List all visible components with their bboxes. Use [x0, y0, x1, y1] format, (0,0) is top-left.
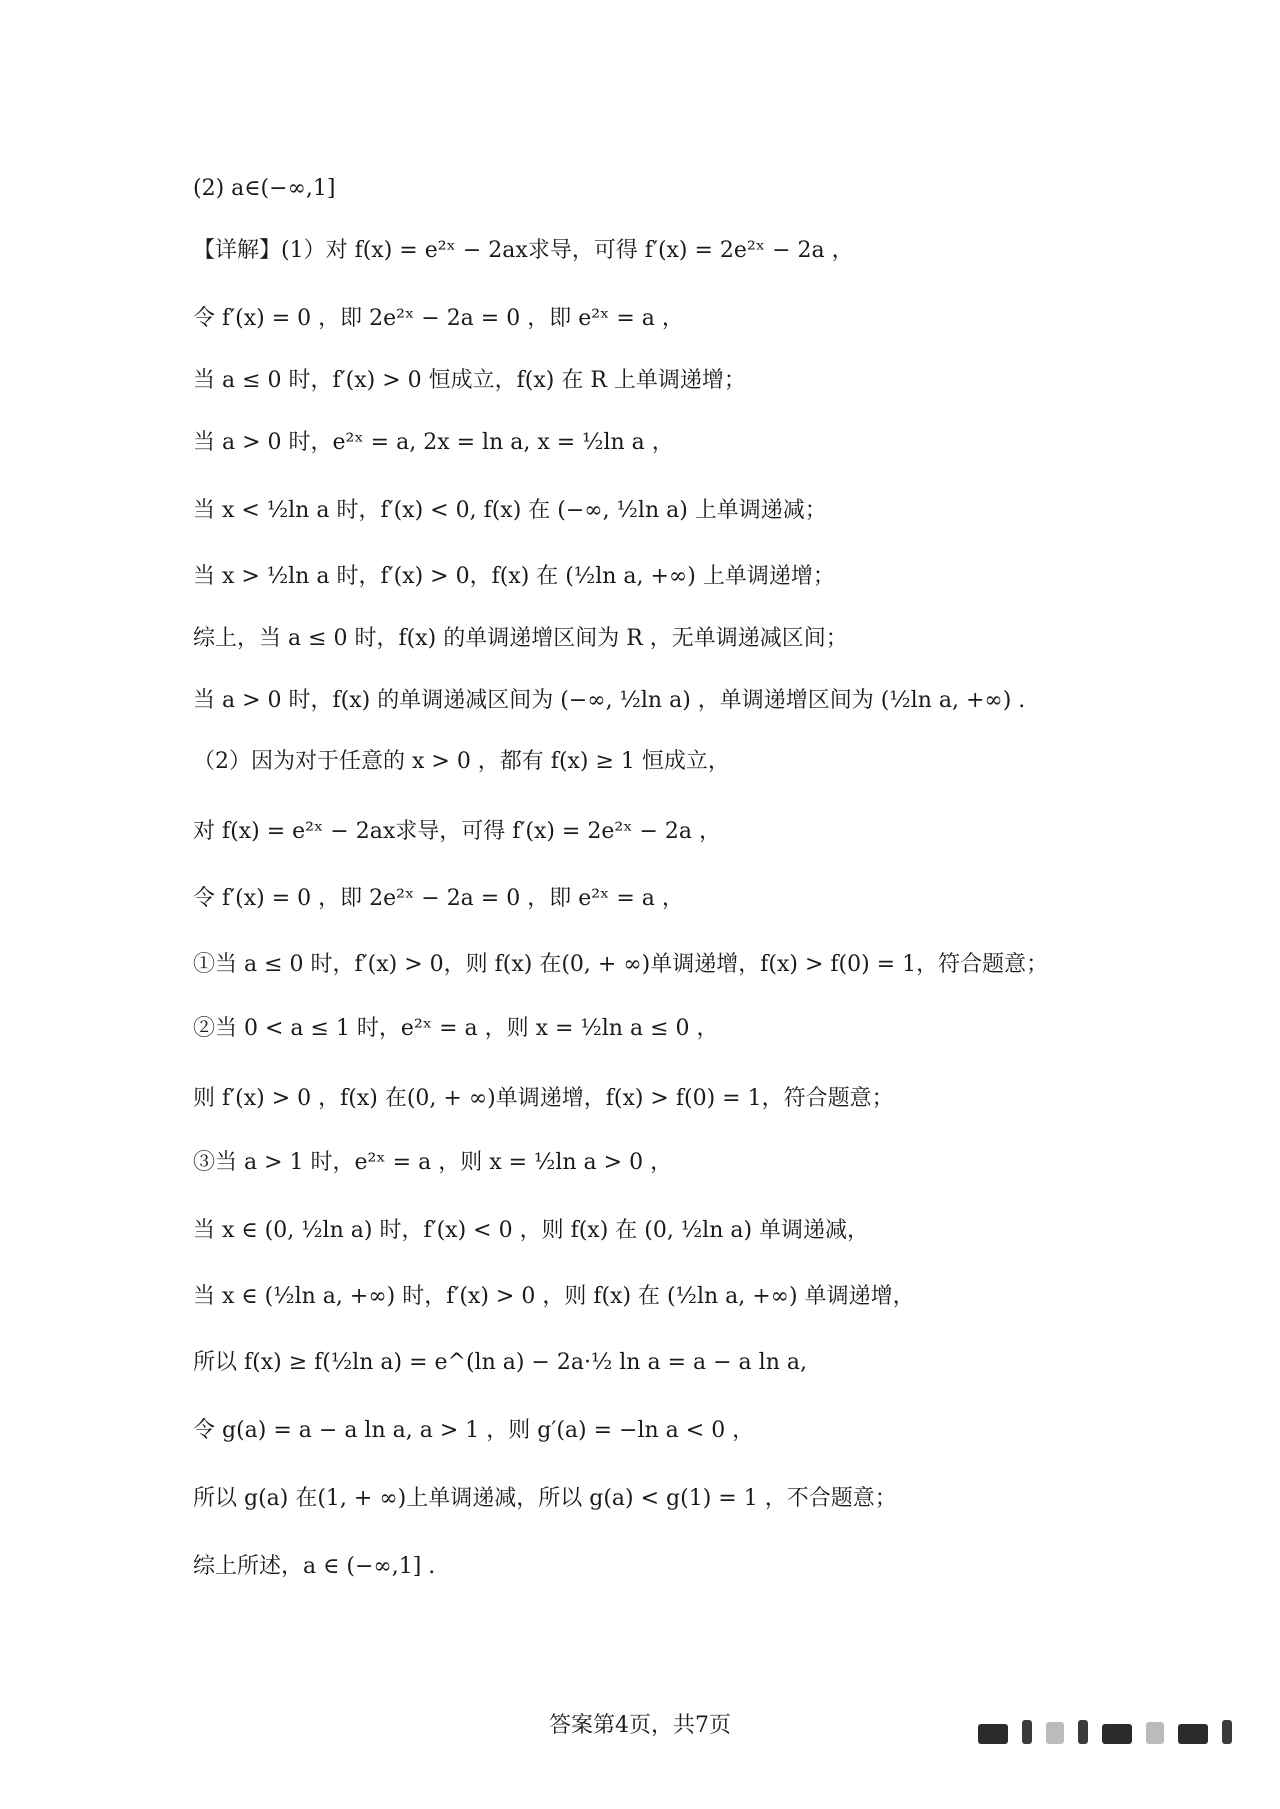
answer-line: 当 x < ½ln a 时，f′(x) < 0, f(x) 在 (−∞, ½ln a) 上单调递减；: [193, 498, 827, 523]
answer-line: 【详解】(1）对 f(x) = e²ˣ − 2ax求导，可得 f′(x) = 2e²ˣ − 2a ，: [193, 238, 854, 263]
answer-line: 令 g(a) = a − a ln a, a > 1 ，则 g′(a) = −ln a < 0 ，: [193, 1418, 755, 1443]
answer-line: 综上，当 a ≤ 0 时，f(x) 的单调递增区间为 R ，无单调递减区间；: [193, 626, 848, 651]
answer-line: (2) a∈(−∞,1]: [193, 176, 336, 201]
watermark-mark: [1046, 1722, 1064, 1744]
watermark-mark: [1222, 1720, 1232, 1744]
answer-line: 所以 f(x) ≥ f(½ln a) = e^(ln a) − 2a·½ ln a = a − a ln a,: [193, 1350, 807, 1375]
watermark-mark: [978, 1724, 1008, 1744]
watermark-logo: [978, 1720, 1232, 1744]
answer-line: 当 a ≤ 0 时，f′(x) > 0 恒成立，f(x) 在 R 上单调递增；: [193, 368, 746, 393]
answer-line: 则 f′(x) > 0 ，f(x) 在(0, + ∞)单调递增，f(x) > f(0) = 1，符合题意；: [193, 1086, 894, 1111]
answer-line: 当 a > 0 时，e²ˣ = a, 2x = ln a, x = ½ln a ，: [193, 430, 674, 455]
watermark-mark: [1022, 1720, 1032, 1744]
page-footer: 答案第4页，共7页: [549, 1713, 731, 1738]
answer-line: 令 f′(x) = 0 ，即 2e²ˣ − 2a = 0 ，即 e²ˣ = a ，: [193, 886, 684, 911]
answer-line: ①当 a ≤ 0 时，f′(x) > 0，则 f(x) 在(0, + ∞)单调递增，f(x) > f(0) = 1，符合题意；: [193, 952, 1049, 977]
answer-line: 令 f′(x) = 0 ，即 2e²ˣ − 2a = 0 ，即 e²ˣ = a ，: [193, 306, 684, 331]
answer-line: （2）因为对于任意的 x > 0 ，都有 f(x) ≥ 1 恒成立，: [193, 749, 730, 774]
answer-line: 对 f(x) = e²ˣ − 2ax求导，可得 f′(x) = 2e²ˣ − 2a ，: [193, 819, 722, 844]
answer-line: 当 x > ½ln a 时，f′(x) > 0，f(x) 在 (½ln a, +∞) 上单调递增；: [193, 564, 835, 589]
answer-line: ③当 a > 1 时，e²ˣ = a ，则 x = ½ln a > 0 ，: [193, 1150, 673, 1175]
watermark-mark: [1146, 1722, 1164, 1744]
answer-line: ②当 0 < a ≤ 1 时，e²ˣ = a ，则 x = ½ln a ≤ 0 ，: [193, 1016, 719, 1041]
watermark-mark: [1178, 1724, 1208, 1744]
watermark-mark: [1102, 1724, 1132, 1744]
watermark-mark: [1078, 1720, 1088, 1744]
answer-line: 所以 g(a) 在(1, + ∞)上单调递减，所以 g(a) < g(1) = 1 ，不合题意；: [193, 1486, 897, 1511]
answer-line: 当 x ∈ (½ln a, +∞) 时，f′(x) > 0 ，则 f(x) 在 (½ln a, +∞) 单调递增，: [193, 1284, 915, 1309]
answer-line: 当 a > 0 时，f(x) 的单调递减区间为 (−∞, ½ln a) ，单调递增区间为 (½ln a, +∞) .: [193, 688, 1026, 713]
answer-line: 综上所述，a ∈ (−∞,1] .: [193, 1554, 436, 1579]
answer-line: 当 x ∈ (0, ½ln a) 时，f′(x) < 0 ，则 f(x) 在 (0, ½ln a) 单调递减，: [193, 1218, 870, 1243]
